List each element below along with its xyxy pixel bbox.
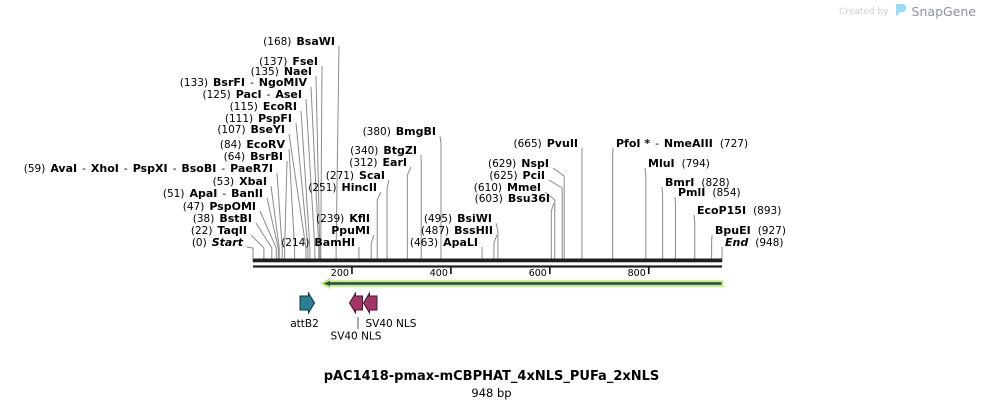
site-label-apali: (463) ApaLI	[409, 236, 478, 249]
site-label-start: (0) Start	[191, 236, 243, 249]
site-leader-scai	[387, 180, 389, 262]
map-backbone-bottom	[253, 265, 722, 267]
site-label-pvuii: (665) PvuII	[513, 137, 578, 150]
axis-tick-label-600: 600	[528, 268, 547, 279]
site-label-bsrfi-ngomiv: (133) BsrFI - NgoMIV	[179, 76, 307, 89]
site-label-mlui: MluI (794)	[648, 157, 710, 170]
site-label-paci-asei: (125) PacI - AseI	[202, 88, 302, 101]
site-label-pspomi: (47) PspOMI	[182, 200, 256, 213]
attB2-label: attB2	[290, 318, 319, 330]
site-label-pcii: (625) PciI	[489, 169, 545, 182]
site-leader-bmgbi	[440, 136, 441, 262]
site-label-pfoi-nmeaiii: PfoI * - NmeAIII (727)	[616, 137, 749, 150]
site-leader-pspomi	[260, 211, 276, 262]
axis-tick-label-400: 400	[429, 268, 448, 279]
site-leader-bsshii	[494, 235, 497, 262]
site-label-bsshii: (487) BssHII	[420, 224, 493, 237]
axis-tick-label-200: 200	[330, 268, 349, 279]
site-label-scai: (271) ScaI	[325, 169, 385, 182]
site-leader-hincii	[377, 192, 381, 262]
sv40-nls-2-arrow	[364, 293, 378, 313]
site-label-ppumi: PpuMI	[331, 224, 370, 237]
site-label-bseyi: (107) BseYI	[217, 123, 285, 136]
plasmid-length: 948 bp	[471, 386, 512, 400]
site-label-pmli: PmlI (854)	[678, 186, 741, 199]
site-label-fsei: (137) FseI	[259, 55, 318, 68]
watermark-created-by: Created by	[839, 6, 889, 17]
sv40-nls-1-arrow	[350, 293, 363, 313]
site-label-ecorv: (84) EcoRV	[219, 138, 285, 151]
site-leader-ecop15i	[694, 215, 695, 262]
site-label-ecori: (115) EcoRI	[229, 100, 297, 113]
site-leader-start	[247, 247, 253, 262]
site-leader-bsu36i	[551, 203, 554, 262]
sv40-nls-1-label: SV40 NLS	[330, 330, 382, 343]
site-label-btgzi: (340) BtgZI	[350, 144, 417, 157]
site-leader-bsiwi	[496, 223, 498, 262]
site-leader-bmri	[662, 187, 663, 262]
site-label-avai-xhoi-pspxi-bsobi-paer7i: (59) AvaI - XhoI - PspXI - BsoBI - PaeR7I	[23, 162, 273, 175]
site-label-bsawi: (168) BsaWI	[263, 35, 335, 48]
sv40-nls-2-label: SV40 NLS	[365, 318, 417, 330]
site-label-bstbi: (38) BstBI	[192, 212, 252, 225]
site-label-bsrbi: (64) BsrBI	[223, 150, 283, 163]
site-label-nspi: (629) NspI	[488, 157, 549, 170]
site-leader-ppumi	[371, 235, 374, 262]
site-label-bpuei: BpuEI (927)	[715, 224, 786, 237]
site-label-eari: (312) EarI	[349, 156, 407, 169]
attB2-arrow	[300, 293, 315, 313]
site-leader-fsei	[321, 66, 322, 262]
site-label-bsu36i: (603) Bsu36I	[474, 192, 550, 205]
site-label-taqii: (22) TaqII	[190, 224, 247, 237]
site-leader-mlui	[645, 168, 646, 262]
site-label-hincii: (251) HincII	[308, 181, 377, 194]
title-block	[0, 369, 983, 400]
site-label-end: End (948)	[725, 236, 784, 249]
site-label-mmei: (610) MmeI	[473, 181, 541, 194]
watermark-brand: SnapGene	[911, 4, 976, 19]
site-label-bmri: BmrI (828)	[665, 176, 730, 189]
site-label-bsiwi: (495) BsiWI	[423, 212, 492, 225]
site-label-pspfi: (111) PspFI	[224, 112, 292, 125]
site-label-xbai: (53) XbaI	[212, 175, 267, 188]
site-label-apai-banii: (51) ApaI - BanII	[162, 187, 263, 200]
reverse-strand-span-arrow-core	[330, 282, 722, 285]
site-label-bmgbi: (380) BmgBI	[362, 125, 436, 138]
site-label-kfli: (239) KflI	[315, 212, 370, 225]
site-label-naei: (135) NaeI	[250, 65, 312, 78]
site-label-bamhi: (214) BamHI	[281, 236, 355, 249]
map-backbone-top	[253, 259, 722, 263]
plasmid-name: pAC1418-pmax-mCBPHAT_4xNLS_PUFa_2xNLS	[323, 369, 660, 384]
axis-tick-label-800: 800	[627, 268, 646, 279]
site-label-ecop15i: EcoP15I (893)	[697, 204, 782, 217]
